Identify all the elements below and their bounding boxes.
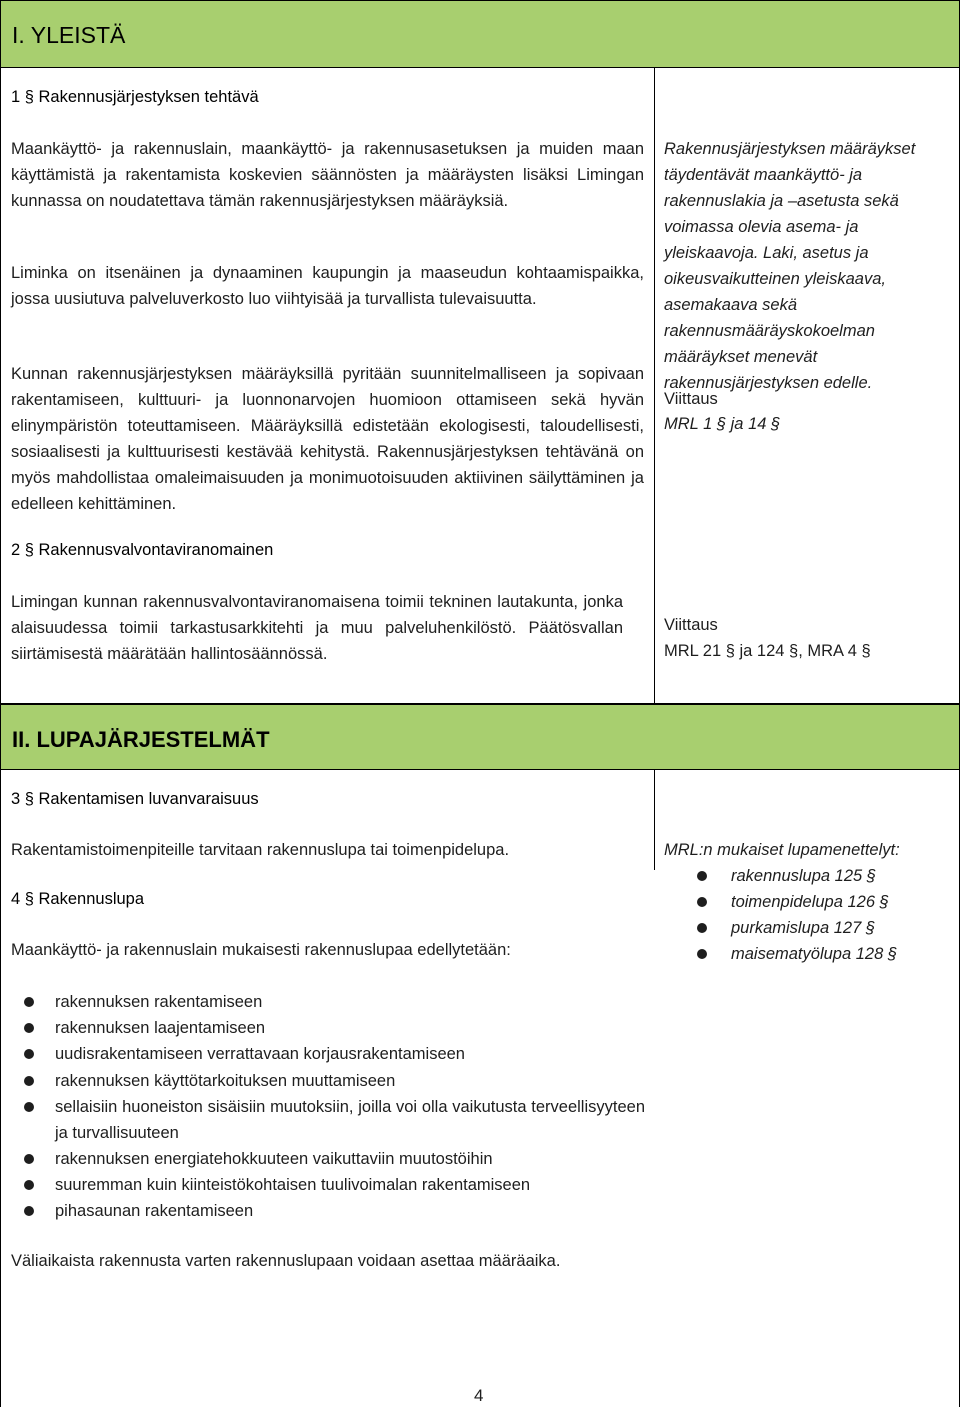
paragraph-5: Rakentamistoimenpiteille tarvitaan rakennuslupa tai toimenpidelupa. bbox=[11, 841, 510, 859]
paragraph-6: Maankäyttö- ja rakennuslain mukaisesti rakennuslupaa edellytetään: bbox=[11, 941, 511, 959]
bullet-icon bbox=[24, 1180, 34, 1190]
side-ref-1: MRL 1 § ja 14 § bbox=[664, 415, 781, 433]
bullet-icon bbox=[697, 897, 707, 907]
side-ref-2: MRL 21 § ja 124 §, MRA 4 § bbox=[664, 642, 871, 660]
section-header-yleista bbox=[0, 0, 960, 68]
side-ref-label-1: Viittaus bbox=[664, 390, 718, 408]
heading-2: 2 § Rakennusvalvontaviranomainen bbox=[11, 541, 274, 559]
section-title-2: II. LUPAJÄRJESTELMÄT bbox=[12, 727, 270, 752]
side-ref-label-2: Viittaus bbox=[664, 616, 718, 634]
heading-1: 1 § Rakennusjärjestyksen tehtävä bbox=[11, 88, 259, 106]
bullet-icon bbox=[697, 923, 707, 933]
column-divider bbox=[654, 68, 655, 704]
paragraph-2: Liminka on itsenäinen ja dynaaminen kaupungin ja maaseudun kohtaamispaikka, jossa uusiutuva palveluverkosto luo viihtyisää ja turvallista tulevaisuutta. bbox=[11, 264, 644, 308]
heading-3: 3 § Rakentamisen luvanvaraisuus bbox=[11, 790, 259, 808]
bullet-icon bbox=[24, 1154, 34, 1164]
page-number: 4 bbox=[474, 1386, 484, 1405]
paragraph-7: Väliaikaista rakennusta varten rakennuslupaan voidaan asettaa määräaika. bbox=[11, 1252, 561, 1270]
bullet-icon bbox=[24, 1049, 34, 1059]
bullet-icon bbox=[697, 949, 707, 959]
paragraph-4: Limingan kunnan rakennusvalvontaviranomaisena toimii tekninen lautakunta, jonka alaisuudessa toimii tarkastusarkkitehti ja muu palveluhenkilöstö. Päätösvallan siirtämisestä määrätään hallintosäännössä. bbox=[11, 593, 623, 663]
bullet-icon bbox=[24, 997, 34, 1007]
side-note-1: Rakennusjärjestyksen määräykset täydentävät maankäyttö- ja rakennuslakia ja –asetusta sekä voimassa olevia asema- ja yleiskaavoja. Laki, asetus ja oikeusvaikutteinen yleiskaava, asemakaava sekä rakennusmääräyskokoelman määräykset menevät rakennusjärjestyksen edelle. bbox=[664, 140, 916, 392]
section-header-lupajarjestelmat bbox=[0, 704, 960, 770]
bullet-icon bbox=[24, 1206, 34, 1216]
bullet-icon bbox=[697, 871, 707, 881]
bullet-icon bbox=[24, 1023, 34, 1033]
side-list-title: MRL:n mukaiset lupamenettelyt: bbox=[664, 841, 900, 859]
bullet-icon bbox=[24, 1102, 34, 1112]
paragraph-1: Maankäyttö- ja rakennuslain, maankäyttö- ja rakennusasetuksen ja muiden maan käyttämistä ja rakentamista koskevien säännösten ja määräysten lisäksi Limingan kunnassa on noudatettava tämän rakennusjärjestyksen määräyksiä. bbox=[11, 140, 644, 210]
bullet-icon bbox=[24, 1076, 34, 1086]
paragraph-3: Kunnan rakennusjärjestyksen määräyksillä pyritään suunnitelmalliseen ja sopivaan rakentamiseen, kulttuuri- ja luonnonarvojen huomioon ottamiseen sekä hyvän elinympäristön toteuttamiseen. Määräyksillä edistetään ekologisesti, taloudellisesti, sosiaalisesti ja kulttuurisesti kestävää kehitystä. Rakennusjärjestyksen tehtävänä on myös mahdollistaa omaleimaisuuden ja monimuotoisuuden aktiivinen säilyttäminen ja edelleen kehittäminen. bbox=[11, 365, 644, 513]
heading-4: 4 § Rakennuslupa bbox=[11, 890, 145, 908]
section-title: I. YLEISTÄ bbox=[12, 22, 126, 48]
column-divider-2 bbox=[654, 770, 655, 870]
